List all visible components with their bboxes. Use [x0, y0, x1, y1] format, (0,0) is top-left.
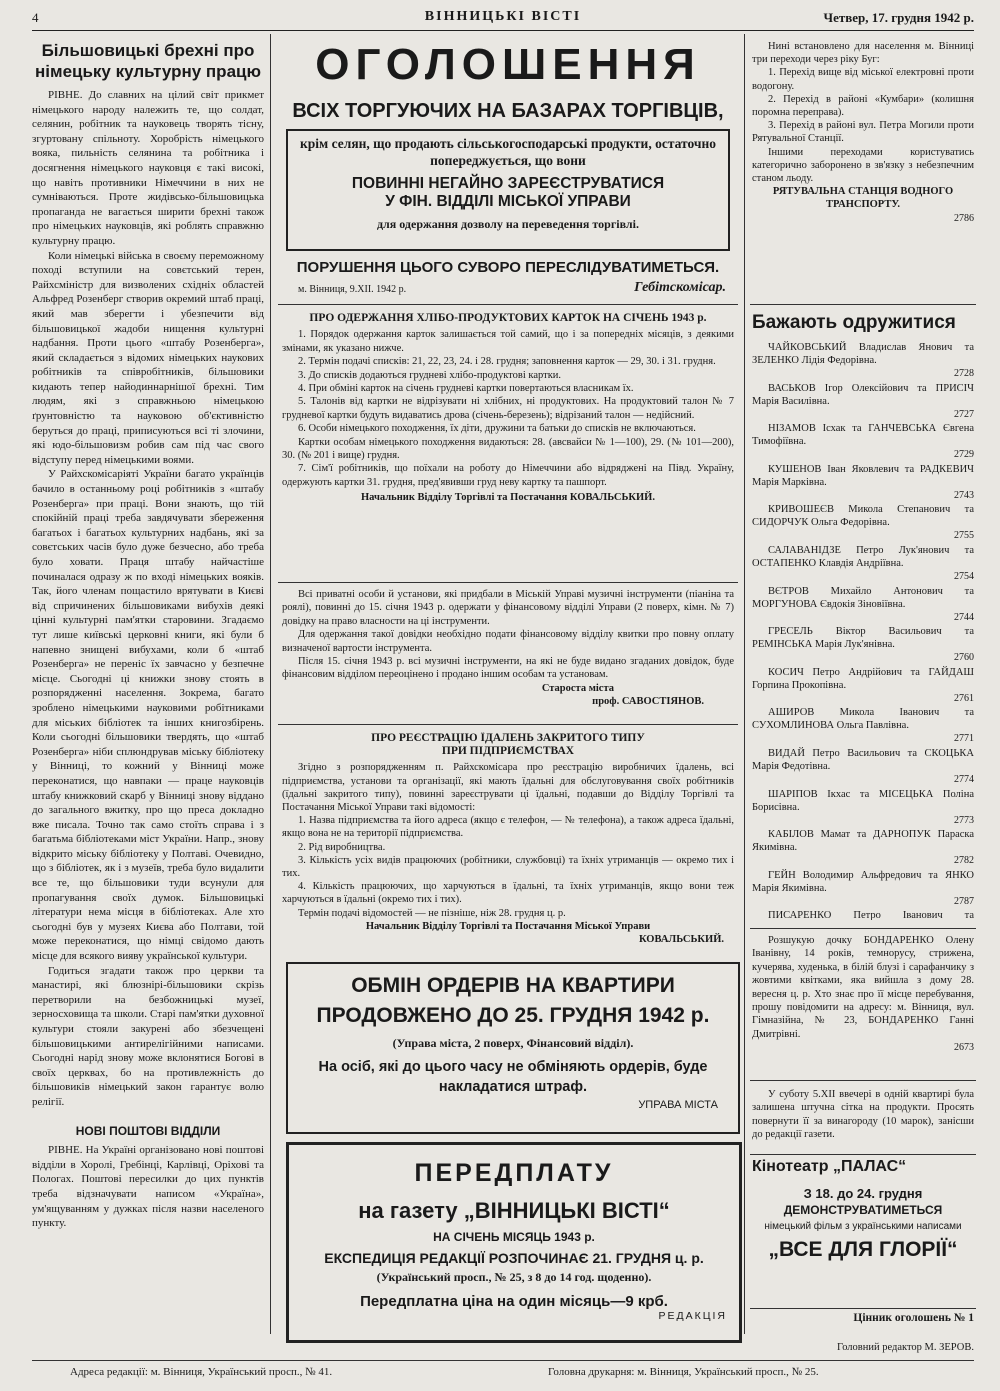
marriage-entry [752, 869, 974, 910]
cinema-film-desc: німецький фільм з українськими написами [764, 1221, 962, 1232]
canteens-signature-role: Начальник Відділу Торгівлі та Постачання Міської Управи [365, 920, 651, 932]
instruments-paragraph: Всі приватні особи й установи, які придбали в Міській Управі музичні інструменти (піаніна та роялі), повинні до 15. січня 1943 р. одержати у фінансовому відділі Управи (2 поверх, кімн. № 7) довідку на право власности на ці інструменти. [282, 589, 734, 627]
canteens-item: 3. Кількість усіх видів працюючих (робітники, службовці) та їхніх утриманців — окремо тих і тих. [282, 854, 734, 880]
orders-line-title: ОБМІН ОРДЕРІВ НА КВАРТИРИ [351, 974, 675, 997]
price-list: Цінник оголошень № 1 [853, 1312, 974, 1324]
marriage-entry [752, 706, 974, 747]
subscription-signature: РЕДАКЦІЯ [658, 1310, 727, 1322]
orders-signature: УПРАВА МІСТА [638, 1099, 718, 1111]
divider [750, 304, 976, 305]
marriage-entry-text: ВИДАЙ Петро Васильович та СКОЦЬКА Марія Федотівна. [752, 747, 974, 772]
divider [750, 1308, 976, 1309]
marriage-entry-number: 2755 [954, 530, 974, 542]
marriage-entry-number: 2782 [954, 855, 974, 867]
marriage-entry-text: ГЕЙН Володимир Альфредович та ЯНКО Марія Якимівна. [752, 869, 974, 894]
newspaper-header [32, 6, 974, 31]
marriage-entry [752, 544, 974, 585]
marriage-entry-text: ПИСАРЕНКО Петро Іванович та [768, 910, 974, 920]
subscription-newspaper: на газету „ВІННИЦЬКІ ВІСТІ“ [358, 1198, 670, 1223]
notice-line-office: У ФІН. ВІДДІЛІ МІСЬКОЇ УПРАВИ [385, 193, 631, 210]
bread-cards-item: 4. При обміні карток на січень грудневі картки повертаються власникам їх. [298, 383, 634, 395]
footer-printing: Головна друкарня: м. Вінниця, Український просп., № 25. [548, 1366, 819, 1378]
notice-box [286, 129, 730, 251]
instruments-paragraph: Після 15. січня 1943 р. всі музичні інструменти, на які не буде видано згаданих довідок, буде фінансовим відділом переоцінено і продано іншим особам та установам. [282, 656, 734, 681]
subscription-address: (Український просп., № 25, з 8 до 14 год. щоденно). [376, 1270, 652, 1284]
notice-line-traders: ВСІХ ТОРГУЮЧИХ НА БАЗАРАХ ТОРГІВЦІВ, [292, 100, 724, 122]
crossings-warning: Іншими переходами користуватись категорично заборонено в зв'язку з небезпечним станом льоду. [752, 146, 974, 185]
notice-line-permit: для одержання дозволу на переведення торгівлі. [376, 217, 639, 231]
missing-daughter-number: 2673 [954, 1042, 974, 1054]
marriage-entry-number: 2773 [954, 814, 974, 826]
notice-line-register: ПОВИННІ НЕГАЙНО ЗАРЕЄСТРУВАТИСЯ [351, 175, 665, 192]
bread-cards-item: 3. До списків додаються грудневі хлібо-продуктові картки. [298, 369, 562, 381]
column-divider-right [744, 34, 745, 1334]
instruments-notice [282, 588, 734, 720]
notice-signature: Гебітскомісар. [634, 280, 726, 295]
notice-line-peasants: крім селян, що продають сільськогосподарські продукти, остаточно попереджується, що вони [299, 136, 717, 168]
marriage-entry [752, 382, 974, 423]
marriage-entry [752, 585, 974, 626]
cinema-showing: ДЕМОНСТРУВАТИМЕТЬСЯ [783, 1203, 943, 1217]
marriage-entry-text: КАБІЛОВ Мамат та ДАРНОПУК Параска Якимівна. [752, 829, 974, 854]
marriage-entry [752, 422, 974, 463]
crossings-item: 2. Перехід в районі «Кумбари» (колишня поромна переправа). [752, 93, 974, 119]
marriage-entry [752, 747, 974, 788]
marriage-entry-number: 2744 [954, 611, 974, 623]
canteens-notice [282, 732, 734, 954]
river-crossings-notice [752, 40, 974, 302]
crossings-text: Нині встановлено для населення м. Вінниці три переходи через ріку Буг: [752, 41, 974, 66]
marriage-entry-number: 2761 [954, 692, 974, 704]
subscription-start: ЕКСПЕДИЦІЯ РЕДАКЦІЇ РОЗПОЧИНАЄ 21. ГРУДНЯ ц. р. [324, 1250, 704, 1266]
marriage-entry-number: 2743 [954, 489, 974, 501]
canteens-title: ПРО РЕЄСТРАЦІЮ ЇДАЛЕНЬ ЗАКРИТОГО ТИПУ ПРИ ПІДПРИЄМСТВАХ [371, 732, 645, 758]
marriage-entry-number: 2771 [954, 733, 974, 745]
marriage-entry-text: КРИВОШЕЄВ Микола Степанович та СИДОРЧУК Ольга Федорівна. [752, 504, 974, 529]
canteens-item: 4. Кількість працюючих, що харчуються в їдальні, та їхніх утриманців, якщо вони теж харчуються в їдальні (окремо тих і тих). [282, 881, 734, 906]
left-article-paragraph: У Райхскомісаріяті України багато українців бачило в останньому році робітників з «штабу Розенберга» при праці. Вони знають, що тій спокійній праці треба завдячувати збереження багатьох і багатьох культурних надбань, які за совєтських часів було дуже безчесно, або треба було ховати. Праця штабу найчастіше починалася одразу ж по вході німецьких вояків. Так, його членам пощастило врятувати в Києві від спричинених більшовиками вибухів деякі цінні культурні пам'ятки старовини. Згадаємо тут лише київські церковні книги, які були б напевно знищені вибухами, коли б «штаб Розенберга» не переніс їх завчасно у безпечне місце. Сьогодні ці книжки знову стоять в розпорядженні населення. Зокрема, багато зроблено німецькими науковими робітниками для міських бібліотек та інших книгозбірень. Коли сьогодні більшовики твердять, що «штаб Розенберга» ніби сплюндрував міську бібліотеку у Вінниці, то кожний у Вінниці може переконатися, що навпаки — праце науковців штабу книжковий скарб у Вінниці знову віддано до загального вжитку, про що преса докладно вже писала. Точно так само стоїть справа і з багатьма бібліотеками міст України. Напр., знову відкрито міську бібліотеку у Полтаві. Очевидно, що з бібліотек, як і з музеїв, треба було видалити все те, що більшовики туди всунули для пропагування своїх думок. Більшовицькі літератури нема місця в бібліотеках. Але хто сьогодні був у музеях Києва або Полтави, той може переконатися, що німці свідомо дають місце для всякого вияву української культури. [32, 468, 264, 963]
bread-cards-item: Картки особам німецького походження видаються: 28. (авсвайси № 1—100), 29. (№ 101—200), 30. (№ 201 і вище) грудня. [282, 436, 734, 462]
issue-date: Четвер, 17. грудня 1942 р. [823, 10, 974, 25]
bread-cards-item: 6. Особи німецького походження, їх діти, дружини та батьки до списків не включаються. [298, 423, 696, 435]
marriage-entry [752, 788, 974, 829]
marriage-entry [752, 503, 974, 544]
marriage-title: Бажають одружитися [752, 312, 956, 333]
marriage-entry [752, 666, 974, 707]
left-article-paragraph: Коли німецькі війська в своєму переможному поході вступили на совєтський терен, Райхсміністр для визволених східніх областей Альфред Розенберг створив окремий штаб праці, який мав зберегти і убезпечити від більшовицької жадоби нищення культурні надбання. Проти цього «штабу Розенберга», який складається з відомих німецьких наукових робітників та співробітників, більшовики кидають тепер найодиннарнішої брехні. Тим людям, які з справжньою німецькою ґрунтовністю та науковою об'єктивністю беруться до праці, приписуються всі ті злочини, які юдо-більшовизм робив сам під час свого відступу перед німецькими воями. [32, 249, 264, 466]
notice-line-violation: ПОРУШЕННЯ ЦЬОГО СУВОРО ПЕРЕСЛІДУВАТИМЕТЬСЯ. [296, 259, 720, 276]
divider [278, 304, 738, 305]
missing-daughter-notice [752, 934, 974, 1074]
instruments-signature-name: проф. САВОСТІЯНОВ. [592, 696, 704, 708]
bread-cards-notice [282, 312, 734, 580]
subscription-notice [286, 1142, 742, 1343]
marriage-entry-text: САЛАВАНІДЗЕ Петро Лук'янович та ОСТАПЕНКО Клавдія Андріївна. [752, 544, 974, 569]
crossings-item: 1. Перехід вище від міської електровні проти водогону. [752, 67, 974, 92]
orders-line-fine: На осіб, які до цього часу не обміняють ордерів, буде накладатися штраф. [318, 1059, 708, 1095]
subscription-heading: ПЕРЕДПЛАТУ [414, 1159, 614, 1187]
post-office-paragraph: РІВНЕ. На Україні організовано нові поштові відділи в Хоролі, Гребінці, Карлівці, Оріхові та Пологах. Поштові пересилки до цих пунктів треба відзначувати написом «Україна», ум'ящуванням у дужках після назви населеного пункту. [32, 1144, 264, 1230]
subscription-month: НА СІЧЕНЬ МІСЯЦЬ 1943 р. [433, 1230, 595, 1244]
left-article-paragraph: Годиться згадати також про церкви та манастирі, які блюзнірі-більшовики скрізь перетворили на безбожницькі музеї, зерносховища та школи. Старі пам'ятки духовної культури стояли закурені або збезчещені більшовицькими антирелігійними написами. Сьогодні нарід знову може вклонятися Богові в своїх церквах, бо на противлежність до більшовиків німецький закон гарантує волю релігії. [32, 964, 264, 1108]
bread-cards-title: ПРО ОДЕРЖАННЯ ХЛІБО-ПРОДУКТОВИХ КАРТОК НА СІЧЕНЬ 1943 р. [309, 312, 707, 324]
bread-cards-signature: Начальник Відділу Торгівлі та Постачання КОВАЛЬСЬКИЙ. [361, 492, 655, 504]
marriage-entry-text: КОСИЧ Петро Андрійович та ГАЙДАШ Горпина Прокопівна. [752, 666, 974, 691]
marriage-entry-text: ЧАЙКОВСЬКИЙ Владислав Янович та ЗЕЛЕНКО Лідія Федорівна. [752, 342, 974, 366]
divider [278, 582, 738, 583]
marriage-entry-number: 2728 [954, 368, 974, 379]
marriage-entry [752, 341, 974, 382]
cinema-dates: З 18. до 24. грудня [803, 1186, 923, 1201]
canteens-intro: Згідно з розпорядженням п. Райхскомісара про реєстрацію виробничих їдалень, всі підприємства, установи та організації, які мають їдальні для обслуговування своїх робітників (їдальні закритого типу), повинні зареєструвати ці їдальні, подавши до Відділу Торгівлі та Постачання Міської Управи такі відомості: [282, 762, 734, 814]
marriage-entry-text: ШАРІПОВ Ікхас та МІСЕЦЬКА Поліна Борисівна. [752, 788, 974, 813]
marriage-entry [752, 828, 974, 869]
divider [278, 724, 738, 725]
newspaper-name: ВІННИЦЬКІ ВІСТІ [424, 9, 582, 24]
missing-daughter-text: Розшукую дочку БОНДАРЕНКО Олену Іванівну, 14 років, темнорусу, стрижена, кучерява, худенька, в білій блузі і сарафанчику з жовтими квітками, яка вийшла з дому 28. вересня ц. р. Хто знає про її місце перебування, прошу повідомити на адресу: м. Вінниця, вул. Гімназійна, № 23, БОНДАРЕНКО Ганні Дмитрівні. [752, 935, 974, 1040]
marriage-announcements [752, 312, 974, 920]
marriage-entry-number: 2727 [954, 408, 974, 420]
notice-heading: ОГОЛОШЕННЯ [315, 40, 701, 89]
bread-cards-item: 7. Сім'ї робітників, що поїхали на роботу до Німеччини або відряджені на Півд. Україну, одержують картки 31. грудня, пред'явивши груд неву картку та пашпорт. [282, 463, 734, 488]
marriage-entry-text: ВЄТРОВ Михайло Антонович та МОРГУНОВА Євдокія Зіновіївна. [752, 585, 974, 610]
marriage-entry-text: ВАСЬКОВ Ігор Олексійович та ПРИСІЧ Марія Василівна. [752, 382, 974, 407]
marriage-entry-text: КУШЕНОВ Іван Яковлевич та РАДКЕВИЧ Марія Марківна. [752, 463, 974, 488]
column-divider-left [270, 34, 271, 1334]
footer-address: Адреса редакції: м. Вінниця, Український просп., № 41. [70, 1366, 333, 1378]
footer-divider [32, 1360, 974, 1361]
left-article-paragraph: РІВНЕ. До славних на цілий світ прикмет німецького народу належить те, що солдат, селянин, робітник та науковець творять тісну, згуртовану спільноту. Хоробрість німецького вояка, пильність селянина та робітника і досягнення німецького науковця є такі високі, що навіть противники Німеччини в них не сумніваються. Проте жидівсько-більшовицька пропаганда не вагається ширити брехні також про німецьких науковців, які роблять справжню культурну працю. [32, 89, 264, 247]
marriage-entry-text: АШИРОВ Микола Іванович та СУХОМЛИНОВА Ольга Павлівна. [752, 707, 974, 732]
marriage-entry-number: 2760 [954, 652, 974, 664]
divider [750, 1080, 976, 1081]
apartment-orders-notice [286, 962, 740, 1134]
crossings-number: 2786 [954, 212, 974, 224]
instruments-signature-role: Староста міста [541, 682, 614, 694]
marriage-entry-number: 2774 [954, 773, 974, 785]
page-number: 4 [32, 10, 39, 25]
orders-line-extended: ПРОДОВЖЕНО ДО 25. ГРУДНЯ 1942 р. [316, 1004, 710, 1027]
main-notice [278, 38, 738, 293]
canteens-signature-name: КОВАЛЬСЬКИЙ. [638, 934, 724, 946]
subscription-price: Передплатна ціна на один місяць—9 крб. [360, 1293, 668, 1310]
notice-place-date: м. Вінниця, 9.XII. 1942 р. [298, 284, 407, 295]
divider [750, 1154, 976, 1155]
cinema-film-title: „ВСЕ ДЛЯ ГЛОРІЇ“ [768, 1238, 958, 1261]
bread-cards-item: 1. Порядок одержання карток залишається той самий, що і за попередніх місяців, з деякими змінами, як указано нижче. [282, 329, 734, 354]
left-article-title: Більшовицькі брехні про німецьку культурну працю [35, 41, 261, 81]
canteens-deadline: Термін подачі відомостей — не пізніше, ніж 28. грудня ц. р. [298, 907, 566, 919]
lost-bag-text: У суботу 5.XII ввечері в одній квартирі була залишена штучна сітка на продукти. Просять повернути її за винагороду (10 марок), занісши до редакції газети. [752, 1089, 974, 1141]
crossings-signature: РЯТУВАЛЬНА СТАНЦІЯ ВОДНОГО ТРАНСПОРТУ. [772, 186, 954, 211]
marriage-entry-text: ГРЕСЕЛЬ Віктор Васильович та РЕМІНСЬКА Марія Лук'янівна. [752, 626, 974, 651]
marriage-entry-number: 2754 [954, 570, 974, 582]
marriage-entry [752, 463, 974, 504]
marriage-entry [752, 909, 974, 920]
crossings-item: 3. Перехід в районі вул. Петра Могили проти Рятувальної Станції. [752, 120, 974, 145]
marriage-entry-number: 2729 [954, 449, 974, 461]
orders-line-office: (Управа міста, 2 поверх, Фінансовий відділ). [392, 1036, 634, 1050]
instruments-paragraph: Для одержання такої довідки необхідно подати фінансовому відділу квитки про повну оплату визначеної вартости інструмента. [282, 629, 734, 654]
marriage-entry [752, 625, 974, 666]
lost-bag-notice [752, 1088, 974, 1150]
cinema-notice [752, 1158, 974, 1308]
marriage-entry-text: НІЗАМОВ Ісхак та ГАНЧЕВСЬКА Євгена Тимофіївна. [752, 423, 974, 448]
bread-cards-item: 5. Талонів від картки не відрізувати ні хлібних, ні продуктових. На продуктовий талон № 7 грудневої картки будуть видаватись дрова (січень-березень); відрізаний талон — недійсний. [282, 396, 734, 421]
chief-editor: Головний редактор М. ЗЕРОВ. [837, 1342, 974, 1353]
bread-cards-item: 2. Термін подачі списків: 21, 22, 23, 24. і 28. грудня; заповнення карток — 29, 30. і 31. грудня. [298, 356, 716, 368]
canteens-item: 2. Рід виробництва. [298, 841, 386, 853]
marriage-entry-number: 2787 [954, 895, 974, 907]
cinema-title: Кінотеатр „ПАЛАС“ [752, 1158, 907, 1175]
divider [750, 928, 976, 929]
left-article [32, 40, 264, 1330]
post-office-title: НОВІ ПОШТОВІ ВІДДІЛИ [75, 1123, 221, 1138]
canteens-item: 1. Назва підприємства та його адреса (якщо є телефон, — № телефона), а також адреса їдальні, якщо вона не на території підприємства. [282, 815, 734, 840]
